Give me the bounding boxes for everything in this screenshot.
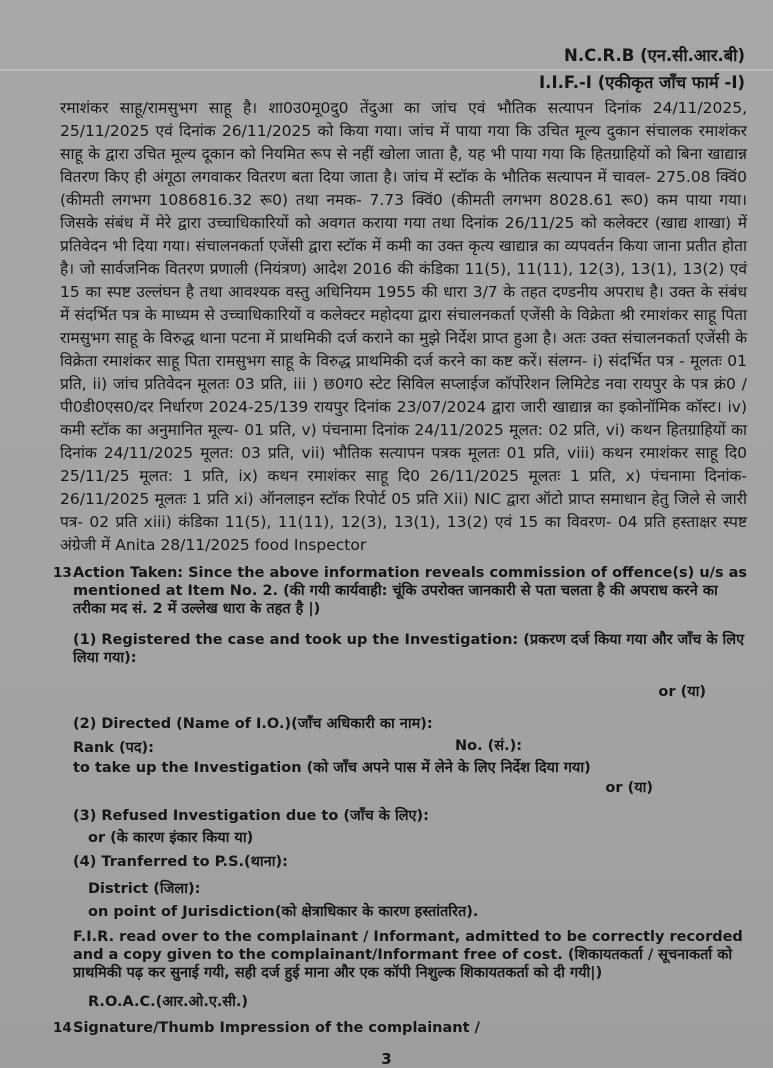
signature-thumb-impression-heading: Signature/Thumb Impression of the complainant /	[73, 1020, 480, 1036]
or-option-after-item-2: or (या)	[605, 780, 653, 796]
section-14-content	[73, 1019, 748, 1037]
io-number-label: No. (सं.):	[455, 738, 523, 754]
section-14-number: 14	[53, 1020, 72, 1036]
item-1-registered-case: (1) Registered the case and took up the Investigation: (प्रकरण दर्ज किया गया और जाँच के लिए लिया गया):	[73, 632, 745, 666]
page-number: 3	[381, 1050, 392, 1068]
item-2-directed-io: (2) Directed (Name of I.O.)(जाँच अधिकारी का नाम):	[73, 716, 433, 732]
complaint-narrative-text: रमाशंकर साहू/रामसुभग साहू है। शा0उ0मू0दु0 तेंदुआ का जांच एवं भौतिक सत्यापन दिनांक 24/11/2025, 25/11/2025 एवं दिनांक 26/11/2025 को किया गया। जांच में पाया गया कि उचित मूल्य दुकान संचालक रमाशंकर साहू के द्वारा उचित मूल्य दूकान को नियमित रूप से नहीं खोला जाता है, यह भी पाया गया कि हितग्राहियों को बिना खाद्यान्न वितरण किए ही अंगूठा लगवाकर वितरण बता दिया जाता है। जांच में स्टॉक के भौतिक सत्यापन में चावल- 275.08 क्विं0 (कीमती लगभग 1086816.32 रू0) तथा नमक- 7.73 क्विं0 (कीमती लगभग 8028.61 रू0) कम पाया गया। जिसके संबंध में मेरे द्वारा उच्चाधिकारियों को अवगत कराया गया तथा दिनांक 26/11/25 को कलेक्टर (खाद्य शाखा) में प्रतिवेदन भी दिया गया। संचालनकर्ता एजेंसी द्वारा स्टॉक में कमी का उक्त कृत्य खाद्यान्न का व्यपवर्तन किया जाना प्रतीत होता है। जो सार्वजनिक वितरण प्रणाली (नियंत्रण) आदेश 2016 की कंडिका 11(5), 11(11), 12(3), 13(1), 13(2) एवं 15 का स्पष्ट उल्लंघन है तथा आवश्यक वस्तु अधिनियम 1955 की धारा 3/7 के तहत दण्डनीय अपराध है। उक्त के संबंध में संदर्भित पत्र के माध्यम से उच्चाधिकारियों व कलेक्टर महोदया द्वारा संचालनकर्ता एजेंसी के विक्रेता श्री रमाशंकर साहू पिता रामसुभग साहू के विरुद्ध थाना पटना में प्राथमिकी दर्ज कराने का मुझे निर्देश प्राप्त हुआ है। अतः उक्त संचालनकर्ता एजेंसी के विक्रेता रमाशंकर साहू पिता रामसुभग साहू के विरुद्ध प्राथमिकी दर्ज करने का कष्ट करें। संलग्न- i) संदर्भित पत्र - मूलतः 01 प्रति, ii) जांच प्रतिवेदन मूलतः 03 प्रति, iii ) छ0ग0 स्टेट सिविल सप्लाईज कॉर्पोरेशन लिमिटेड नवा रायपुर के पत्र क्रं0 /पी0डी0एस0/दर निर्धारण 2024-25/139 रायपुर दिनांक 23/07/2024 द्वारा जारी खाद्यान्न का इकोनॉमिक कॉस्ट। iv) कमी स्टॉक का अनुमानित मूल्य- 01 प्रति, v) पंचनामा दिनांक 24/11/2025 मूलत: 02 प्रति, vi) कथन हितग्राहियों का दिनांक 24/11/2025 मूलत: 03 प्रति, vii) भौतिक सत्यापन पत्रक मूलतः 01 प्रति, viii) कथन रमाशंकर साहू दि0 25/11/25 मूलत: 1 प्रति, ix) कथन रमाशंकर साहू दि0 26/11/2025 मूलतः 1 प्रति, x) पंचनामा दिनांक- 26/11/2025 मूलतः 1 प्रति xi) ऑनलाइन स्टॉक रिपोर्ट 05 प्रति Xii) NIC द्वारा ऑटो प्राप्त समाधान हेतु जिले से जारी पत्र- 02 प्रति xiii) कंडिका 11(5), 11(11), 12(3), 13(1), 13(2) एवं 15 का विवरण- 04 प्रति हस्ताक्षर स्पष्ट अंग्रेजी में Anita 28/11/2025 food Inspector	[60, 99, 747, 554]
fir-read-over-note: F.I.R. read over to the complainant / Informant, admitted to be correctly recorded and a copy given to the complainant/Informant free of cost. (शिकायतकर्ता / सूचनाकर्ता को प्राथमिकी पढ़ कर सुनाई गयी, सही दर्ज हुई माना और एक कॉपी निशुल्क शिकायतकर्ता को दी गयी|)	[73, 929, 743, 981]
section-14-signature	[0, 1019, 773, 1037]
section-13-number: 13	[53, 565, 72, 581]
item-4-transferred-ps: (4) Tranferred to P.S.(थाना):	[73, 854, 288, 870]
ncrb-header-title: N.C.R.B (एन.सी.आर.बी)	[564, 46, 745, 65]
section-13-content	[73, 564, 748, 1011]
district-label: District (जिला):	[88, 881, 201, 897]
iif-form-title: I.I.F.-I (एकीकृत जाँच फार्म -I)	[539, 73, 745, 92]
refused-reason-text: or (के कारण इंकार किया या)	[88, 830, 254, 846]
jurisdiction-text: on point of Jurisdiction(को क्षेत्राधिकार के कारण हस्तांतरित).	[88, 904, 479, 920]
take-up-investigation-text: to take up the Investigation (को जाँच अपने पास में लेने के लिए निर्देश दिया गया)	[73, 760, 591, 776]
rank-and-number-row	[73, 737, 748, 755]
rank-label: Rank (पद):	[73, 740, 154, 756]
action-taken-heading: Action Taken: Since the above information reveals commission of offence(s) u/s as mentioned at Item No. 2. (की गयी कार्यवाही: चूंकि उपरोक्त जानकारी से पता चलता है की अपराध करने का तरीका मद सं. 2 में उल्लेख धारा के तहत है |)	[73, 565, 748, 617]
roac-label: R.O.A.C.(आर.ओ.ए.सी.)	[88, 994, 249, 1010]
or-option-after-item-1: or (या)	[658, 684, 706, 700]
header-divider-line	[0, 69, 773, 71]
item-3-refused-investigation: (3) Refused Investigation due to (जाँच के लिए):	[73, 808, 429, 824]
section-13-action-taken	[0, 564, 773, 1011]
